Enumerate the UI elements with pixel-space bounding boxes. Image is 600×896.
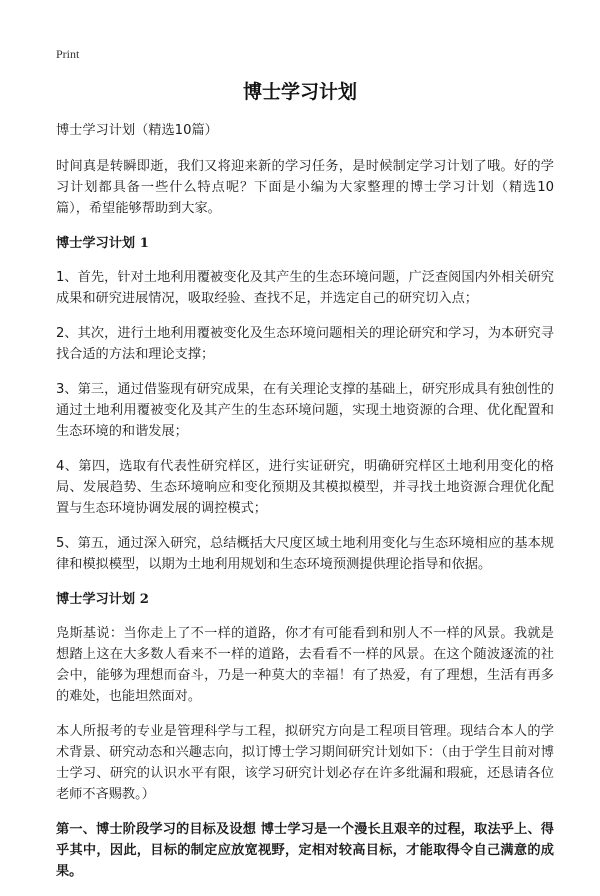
section-1-paragraph: 4、第四，选取有代表性研究样区，进行实证研究，明确研究样区土地利用变化的格局、发展趋势、生态环境响应和变化预期及其模拟模型，并寻找土地资源合理优化配置与生态环境协调发展的调控模式；	[56, 459, 554, 516]
document-subtitle: 博士学习计划（精选10篇）	[56, 123, 218, 138]
section-2-paragraph: 本人所报考的专业是管理科学与工程，拟研究方向是工程项目管理。现结合本人的学术背景、研究动态和兴趣志向，拟订博士学习期间研究计划如下：（由于学生目前对博士学习、研究的认识水平有限，该学习研究计划必存在许多纰漏和瑕疵，还恳请各位老师不吝赐教。）	[56, 724, 554, 802]
section-1-paragraph: 5、第五，通过深入研究，总结概括大尺度区域土地利用变化与生态环境相应的基本规律和模拟模型，以期为土地利用规划和生态环境预测提供理论指导和依据。	[56, 536, 554, 572]
document-body	[56, 120, 554, 896]
section-2-bold-paragraph: 第一、博士阶段学习的目标及设想 博士学习是一个漫长且艰辛的过程，取法乎上、得乎其中，因此，目标的制定应放宽视野，定相对较高目标，才能取得令自己满意的成果。	[56, 822, 554, 879]
section-heading-1: 博士学习计划 1	[56, 236, 149, 251]
print-link[interactable]: Print	[56, 47, 80, 61]
intro-paragraph: 时间真是转瞬即逝，我们又将迎来新的学习任务，是时候制定学习计划了哦。好的学习计划都具备一些什么特点呢？下面是小编为大家整理的博士学习计划（精选10篇），希望能够帮助到大家。	[56, 159, 554, 216]
section-heading-2: 博士学习计划 2	[56, 592, 149, 607]
section-1-paragraph: 2、其次，进行土地利用覆被变化及生态环境问题相关的理论研究和学习，为本研究寻找合适的方法和理论支撑；	[56, 326, 554, 362]
section-2-paragraph: 凫斯基说：当你走上了不一样的道路，你才有可能看到和别人不一样的风景。我就是想踏上这在大多数人看来不一样的道路，去看看不一样的风景。在这个随波逐流的社会中，能够为理想而奋斗，乃是一种莫大的幸福！有了热爱，有了理想，生活有再多的难处，也能坦然面对。	[56, 626, 554, 704]
section-1-paragraph: 3、第三，通过借鉴现有研究成果，在有关理论支撑的基础上，研究形成具有独创性的通过土地利用覆被变化及其产生的生态环境问题，实现土地资源的合理、优化配置和生态环境的和谐发展；	[56, 382, 554, 439]
section-1-paragraph: 1、首先，针对土地利用覆被变化及其产生的生态环境问题，广泛查阅国内外相关研究成果和研究进展情况，吸取经验、查找不足，并选定自己的研究切入点；	[56, 270, 554, 306]
page-title: 博士学习计划	[242, 81, 357, 103]
